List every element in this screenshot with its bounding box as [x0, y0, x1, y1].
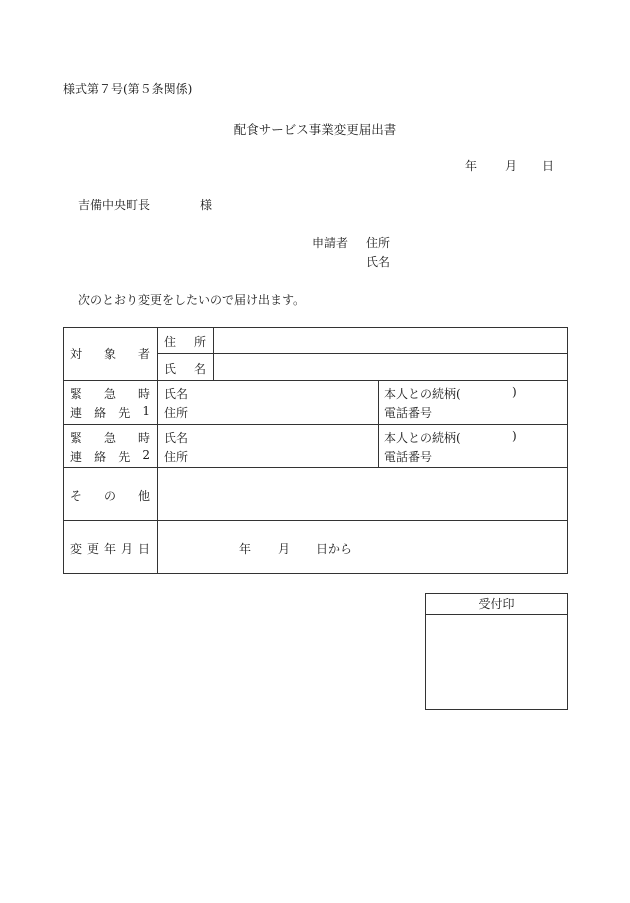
subject-name-label: 氏 名: [164, 362, 206, 376]
subject-address-field[interactable]: [214, 328, 567, 353]
contact1-phone-label: 電話番号: [384, 406, 433, 420]
contact2-address-label: 住所: [164, 450, 189, 464]
contact2-name-label: 氏名: [164, 431, 189, 445]
change-date-label: 変 更 年 月 日: [70, 542, 150, 556]
contact2-relation-label: 本人との続柄(: [384, 431, 461, 445]
subject-address-label: 住 所: [164, 335, 206, 349]
applicant-name-label: 氏名: [366, 255, 391, 269]
reception-stamp-box: [425, 593, 568, 710]
document-title: 配食サービス事業変更届出書: [233, 122, 397, 137]
change-date-year-label: 年: [239, 542, 252, 556]
contact2-phone-label: 電話番号: [384, 450, 433, 464]
change-date-month-label: 月: [278, 542, 291, 556]
intro-text: 次のとおり変更をしたいので届け出ます。: [78, 293, 306, 307]
subject-label: 対 象 者: [70, 347, 150, 361]
contact2-relation-close: ): [512, 429, 517, 443]
change-date-from-label: 日から: [316, 542, 353, 556]
addressee-name: 吉備中央町長: [78, 198, 151, 212]
applicant-address-label: 住所: [366, 236, 391, 250]
reception-stamp-label: 受付印: [426, 594, 567, 615]
addressee-honorific: 様: [200, 198, 213, 212]
contact2-label-line2: 連 絡 先 2: [70, 448, 150, 464]
form-number: 様式第７号(第５条関係): [63, 82, 193, 96]
date-month-label: 月: [505, 159, 518, 173]
contact1-name-label: 氏名: [164, 387, 189, 401]
contact1-address-label: 住所: [164, 406, 189, 420]
contact2-label-line1: 緊 急 時: [70, 431, 150, 445]
contact1-label-line1: 緊 急 時: [70, 387, 150, 401]
contact1-relation-close: ): [512, 385, 517, 399]
other-field[interactable]: [158, 468, 567, 520]
other-label: そ の 他: [70, 489, 150, 503]
applicant-label: 申請者: [312, 236, 349, 250]
contact1-relation-label: 本人との続柄(: [384, 387, 461, 401]
contact1-label-line2: 連 絡 先 1: [70, 404, 150, 420]
date-year-label: 年: [465, 159, 478, 173]
subject-name-field[interactable]: [214, 354, 567, 380]
date-day-label: 日: [542, 159, 555, 173]
